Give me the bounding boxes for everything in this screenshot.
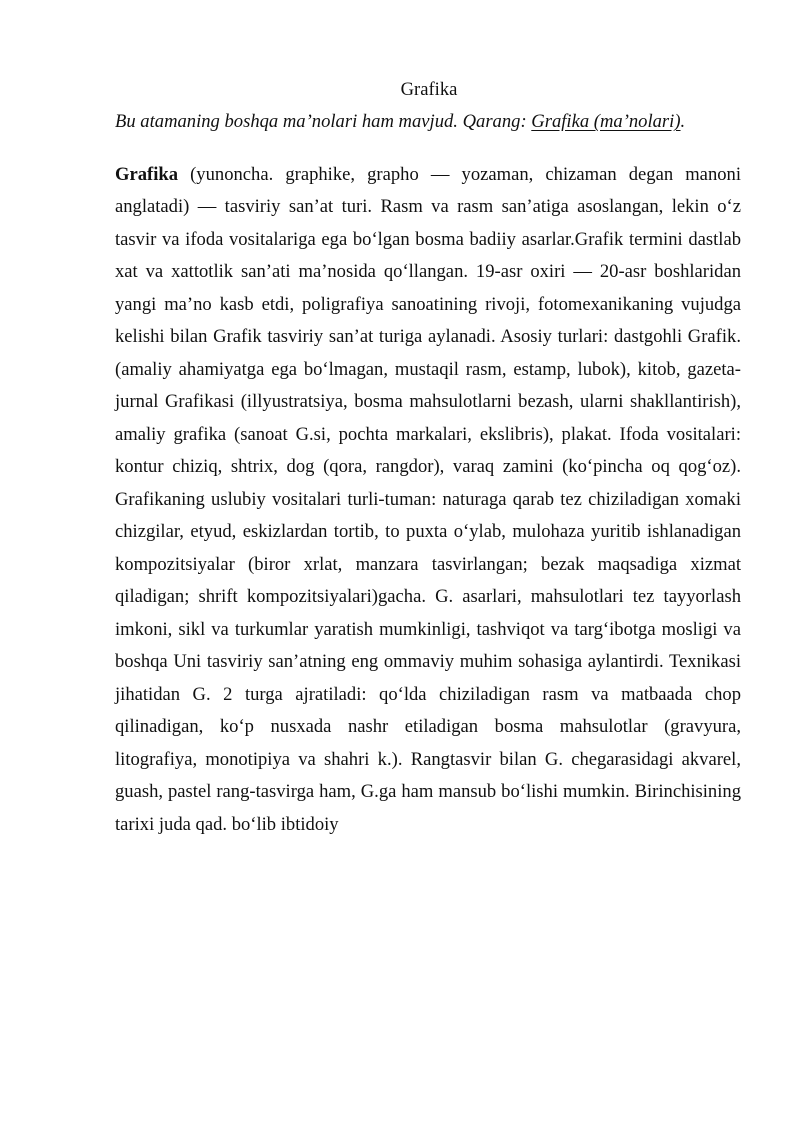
article-term: Grafika [115, 163, 179, 185]
document-page [115, 74, 741, 841]
article-paragraph [115, 159, 741, 842]
disambiguation-link[interactable]: Grafika (ma’nolari) [531, 111, 681, 132]
hatnote-suffix: . [680, 111, 686, 132]
article-body-text: (yunoncha. graphike, grapho — yozaman, chizaman degan manoni anglatadi) — tasviriy san’at turi. Rasm va rasm san’atiga asoslangan, lekin o‘z tasvir va ifoda vositalariga ega bo‘lgan bosma badiiy asarlar.Grafik termini dastlab xat va xattotlik san’ati ma’nosida qo‘llangan. 19-asr oxiri — 20-asr boshlaridan yangi ma’no kasb etdi, poligrafiya sanoatining rivoji, fotomexanikaning vujudga kelishi bilan Grafik tasviriy san’at turiga aylanadi. Asosiy turlari: dastgohli Grafik. (amaliy ahamiyatga ega bo‘lmagan, mustaqil rasm, estamp, lubok), kitob, gazeta-jurnal Grafikasi (illyustratsiya, bosma mahsulotlarni bezash, ularni shakllantirish), amaliy grafika (sanoat G.si, pochta markalari, ekslibris), plakat. Ifoda vositalari: kontur chiziq, shtrix, dog (qora, rangdor), varaq zamini (ko‘pincha oq qog‘oz). Grafikaning uslubiy vositalari turli-tuman: naturaga qarab tez chiziladigan xomaki chizgilar, etyud, eskizlardan tortib, to puxta o‘ylab, mulohaza yuritib ishlanadigan kompozitsiyalar (biror xrlat, manzara tasvirlangan; bezak maqsadiga xizmat qiladigan; shrift kompozitsiyalari)gacha. G. asarlari, mahsulotlari tez tayyorlash imkoni, sikl va turkumlar yaratish mumkinligi, tashviqot va targ‘ibotga mosligi va boshqa Uni tasviriy san’atning eng ommaviy muhim sohasiga aylantirdi. Texnikasi jihatidan G. 2 turga ajratiladi: qo‘lda chiziladigan rasm va matbaada chop qilinadigan, ko‘p nusxada nashr etiladigan bosma mahsulotlar (gravyura, litografiya, monotipiya va shahri k.). Rangtasvir bilan G. chegarasidagi akvarel, guash, pastel rang-tasvirga ham, G.ga ham mansub bo‘lishi mumkin. Birinchisining tarixi juda qad. bo‘lib ibtidoiy [115, 163, 741, 835]
hatnote [115, 106, 741, 139]
page-title: Grafika [400, 79, 458, 100]
hatnote-text: Bu atamaning boshqa ma’nolari ham mavjud. Qarang: [115, 111, 532, 132]
